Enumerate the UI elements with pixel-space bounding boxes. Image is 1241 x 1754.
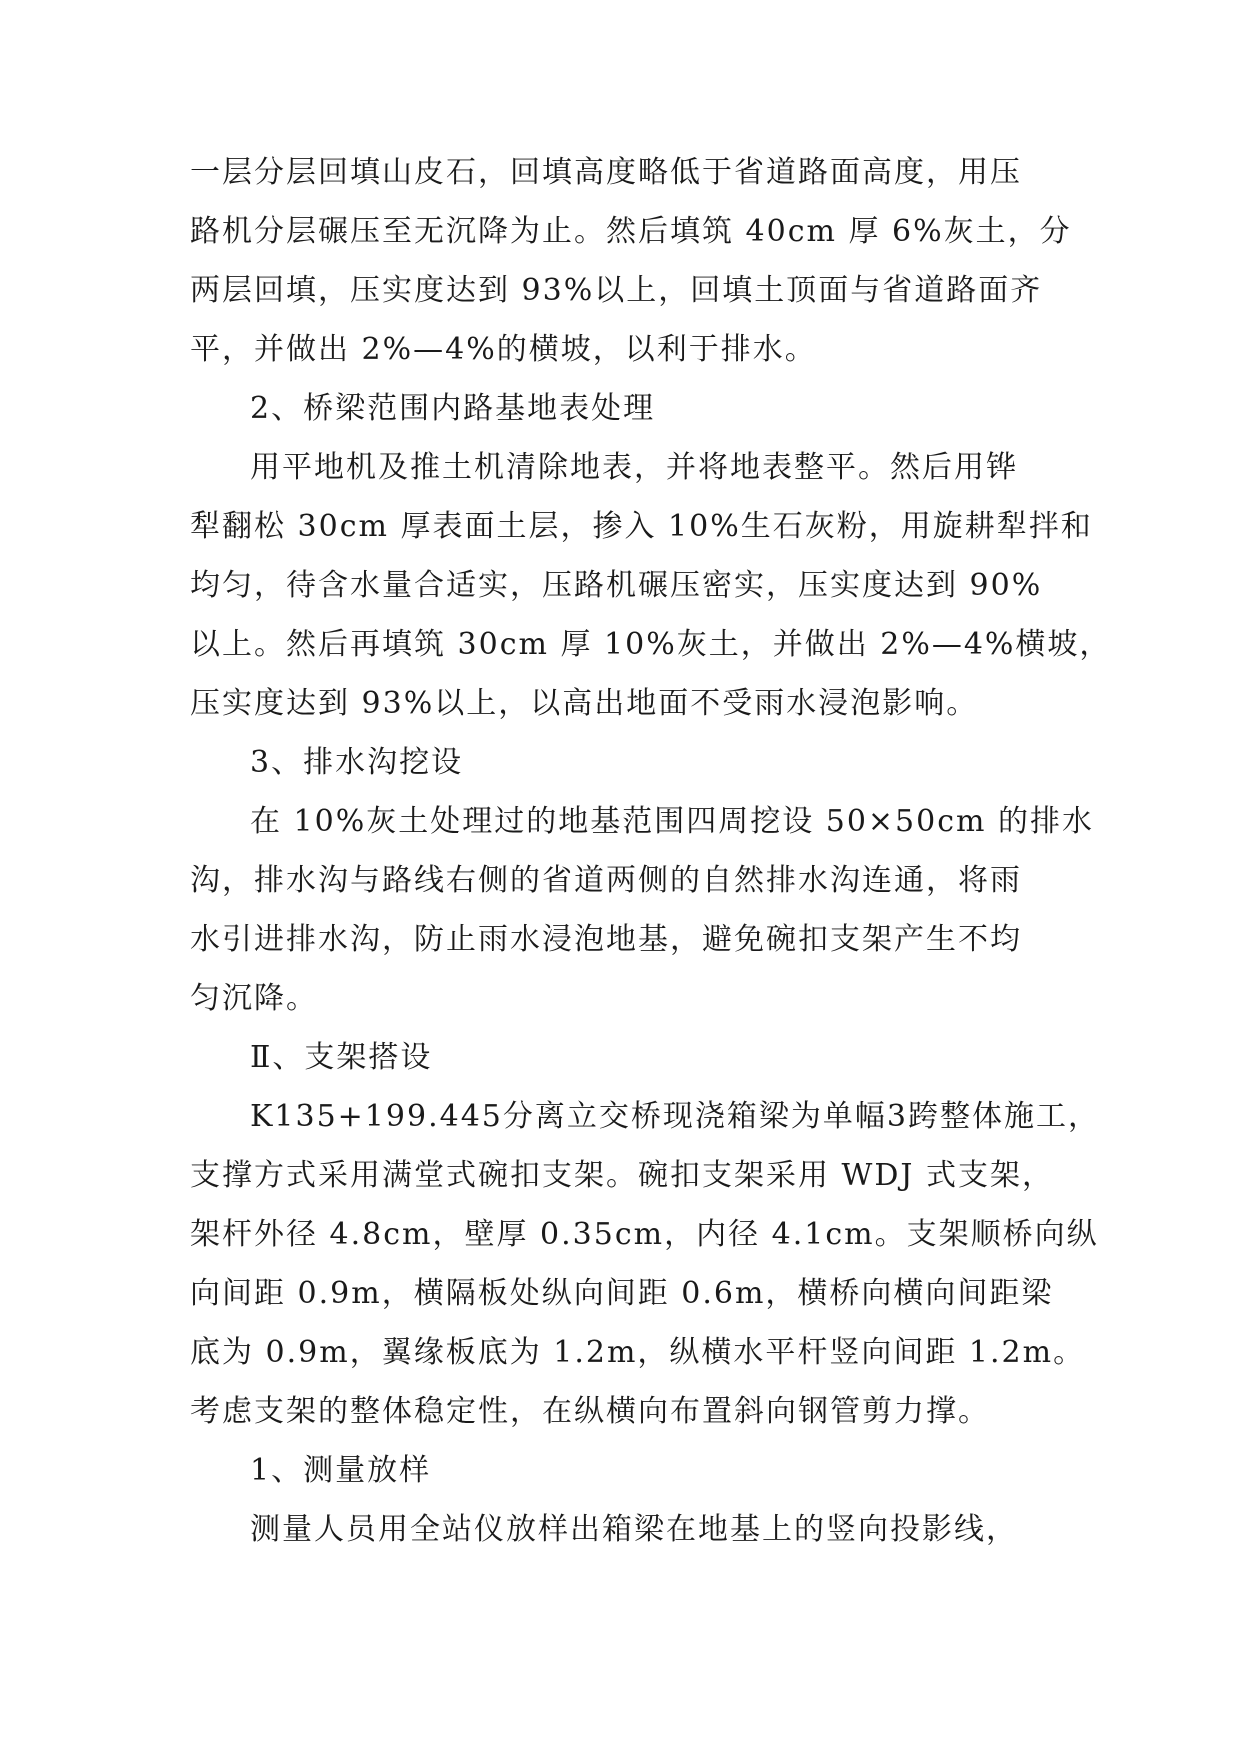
text-line: 压实度达到 93%以上，以高出地面不受雨水浸泡影响。 xyxy=(190,686,979,721)
section-heading: 3、排水沟挖设 xyxy=(250,745,464,780)
text-line: 均匀，待含水量合适实，压路机碾压密实，压实度达到 90% xyxy=(190,568,1043,603)
text-line: 平，并做出 2%—4%的横坡，以利于排水。 xyxy=(190,332,817,367)
text-line: 在 10%灰土处理过的地基范围四周挖设 50×50cm 的排水 xyxy=(250,804,1095,839)
section-heading: 1、测量放样 xyxy=(250,1453,432,1488)
text-line: 架杆外径 4.8cm，壁厚 0.35cm，内径 4.1cm。支架顺桥向纵 xyxy=(190,1217,1099,1252)
text-line: 支撑方式采用满堂式碗扣支架。碗扣支架采用 WDJ 式支架， xyxy=(190,1158,1054,1193)
text-line: 匀沉降。 xyxy=(190,981,318,1016)
section-heading: 2、桥梁范围内路基地表处理 xyxy=(250,391,656,426)
section-heading: Ⅱ、支架搭设 xyxy=(250,1040,433,1075)
text-line: 两层回填，压实度达到 93%以上，回填土顶面与省道路面齐 xyxy=(190,273,1043,308)
text-line: K135+199.445分离立交桥现浇箱梁为单幅3跨整体施工， xyxy=(250,1099,1100,1134)
text-line: 测量人员用全站仪放样出箱梁在地基上的竖向投影线， xyxy=(250,1512,1018,1547)
text-line: 路机分层碾压至无沉降为止。然后填筑 40cm 厚 6%灰土，分 xyxy=(190,214,1072,249)
text-line: 沟，排水沟与路线右侧的省道两侧的自然排水沟连通，将雨 xyxy=(190,863,1022,898)
text-line: 向间距 0.9m，横隔板处纵向间距 0.6m，横桥向横向间距梁 xyxy=(190,1276,1054,1311)
text-line: 一层分层回填山皮石，回填高度略低于省道路面高度，用压 xyxy=(190,155,1022,190)
text-line: 以上。然后再填筑 30cm 厚 10%灰土，并做出 2%—4%横坡， xyxy=(190,627,1112,662)
text-line: 考虑支架的整体稳定性，在纵横向布置斜向钢管剪力撑。 xyxy=(190,1394,990,1429)
text-line: 水引进排水沟，防止雨水浸泡地基，避免碗扣支架产生不均 xyxy=(190,922,1022,957)
text-line: 底为 0.9m，翼缘板底为 1.2m，纵横水平杆竖向间距 1.2m。 xyxy=(190,1335,1086,1370)
text-line: 用平地机及推土机清除地表，并将地表整平。然后用铧 xyxy=(250,450,1018,485)
text-line: 犁翻松 30cm 厚表面土层，掺入 10%生石灰粉，用旋耕犁拌和 xyxy=(190,509,1093,544)
